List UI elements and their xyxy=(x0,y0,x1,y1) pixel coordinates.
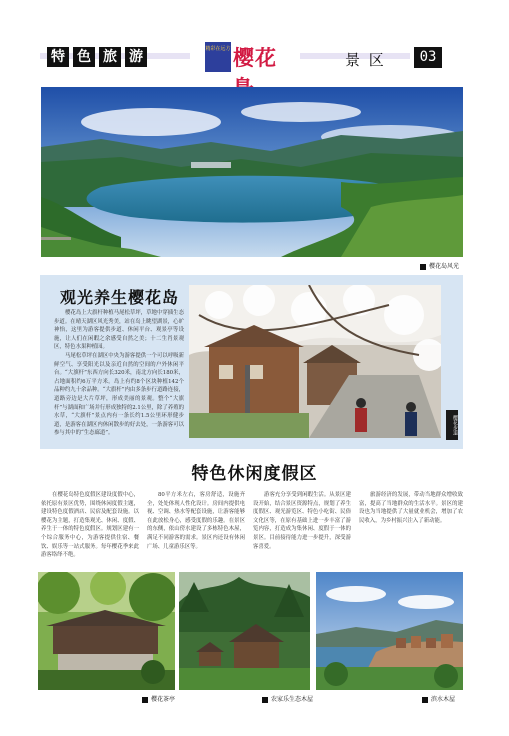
bottom-photo-caption xyxy=(262,694,313,703)
wooden-cabin-image xyxy=(179,572,310,690)
bottom-photo-caption-text: 樱花茶亭 xyxy=(151,696,176,703)
lake-landscape-image xyxy=(41,87,463,257)
caption-square-icon xyxy=(420,264,426,270)
bottom-photo-caption xyxy=(422,694,455,703)
header-tag-char: 旅 xyxy=(99,47,121,67)
header-tag-char: 色 xyxy=(73,47,95,67)
resort-column-2 xyxy=(147,491,245,551)
resort-paragraph: 在樱花岛特色度假区建设度假中心，依托原有景区优势，围绕休闲度假主题，建设特色度假酒店、民宿及配套设施。以樱花为主题，打造集观光、休闲、度假、养生于一体的特色度假区。规划区建有一个综合服务中心，为游客提供住宿、餐饮、娱乐等一站式服务。每年樱花季来此游客络绎不绝。 xyxy=(41,492,139,559)
feature-photo-caption: 樱花步道 xyxy=(446,410,458,440)
bottom-photo-caption-text: 农家乐生态木屋 xyxy=(271,696,314,703)
bottom-photo-caption-text: 滨水木屋 xyxy=(431,696,456,703)
cherry-blossom-path-photo xyxy=(189,285,441,438)
caption-square-icon xyxy=(142,697,148,703)
waterside-cabins-image xyxy=(316,572,463,690)
tea-pavilion-image xyxy=(38,572,175,690)
resort-paragraph: 80平方米左右，客房舒适，设施齐全，处处体现人性化设计。房间内提供电视、空调、热水等配套设施，让游客能够在此放松身心，感受度假的乐趣。在景区的东侧，依山傍水建设了多栋特色木屋，满足不同游客的需求。景区内还设有休闲广场、儿童游乐区等。 xyxy=(147,492,245,550)
caption-square-icon xyxy=(422,697,428,703)
section-label: 景 区 xyxy=(345,51,386,69)
resort-title: 特色休闲度假区 xyxy=(191,464,318,484)
feature-paragraph: 樱花岛上大旗杆种植马尾松草坪，草地中穿插生态步道。在晴天湖区风光秀美，站在岛上眺望湖景，心旷神怡，这里为游客提供步道、休闲平台、观景亭等设施，让人们在闲暇之余感受自然之美；十二生肖景观区，特色水果种植园。 xyxy=(54,310,184,351)
cherry-blossom-path-image xyxy=(189,285,441,438)
resort-column-1 xyxy=(41,491,139,560)
tea-pavilion-photo xyxy=(38,572,175,690)
wooden-cabin-photo xyxy=(179,572,310,690)
caption-square-icon xyxy=(262,697,268,703)
resort-paragraph: 旅游经济的发展，带动当地群众增收致富，提高了当地群众的生活水平。景区的建设也为当地提供了大量就业机会，增加了农民收入，为乡村振兴注入了新动能。 xyxy=(359,492,463,524)
waterside-cabins-photo xyxy=(316,572,463,690)
top-photo-caption-text: 樱花岛风光 xyxy=(429,263,460,270)
logo-name: 樱花 xyxy=(233,45,277,70)
resort-column-4 xyxy=(359,491,463,525)
sakura-island-logo xyxy=(205,40,291,74)
resort-column-3 xyxy=(253,491,351,551)
page-number: 03 xyxy=(414,47,442,68)
logo-badge: 精彩在远方 xyxy=(205,42,231,72)
feature-paragraph: 马尾松草坪在湖区中央为游客提供一个可以呼吸新鲜空气、享受阳光以及亲近自然的空间的户外休闲平台。“大旗杆”东西方向长320米，南北方向长180米，占地面积约6万平方米。岛上有约8个区块种植142个品种约九十余品种。“大旗杆”内由多条步行道路连接，道路旁边是大片草坪，形成美丽的景观。整个“大旗杆”与湖面和广场并行形成独特的2.1公里，除了养殖的水草，“大旗杆”景点内有一条长约1.5公里环形健步道，是游客在湖区内休闲散步的好去处，一条游客可以参与其中的“生态廊道”。 xyxy=(54,352,184,437)
header-tag-char: 游 xyxy=(125,47,147,67)
top-photo-caption xyxy=(420,261,459,270)
lake-landscape-photo xyxy=(41,87,463,257)
resort-paragraph: 游客充分享受到闲暇生活。从景区建设开始，结合景区资源特点，规划了养生度假区、观光游览区、特色小吃街、民俗文化区等，在原有基础上进一步丰富了游览内容，打造成为集休闲、度假于一体的景区。目前接待能力进一步提升，深受游客喜爱。 xyxy=(253,492,351,550)
feature-title: 观光养生樱花岛 xyxy=(60,288,180,307)
header-tag-char: 特 xyxy=(47,47,69,67)
feature-text-column xyxy=(54,309,184,438)
bottom-photo-caption xyxy=(142,694,175,703)
